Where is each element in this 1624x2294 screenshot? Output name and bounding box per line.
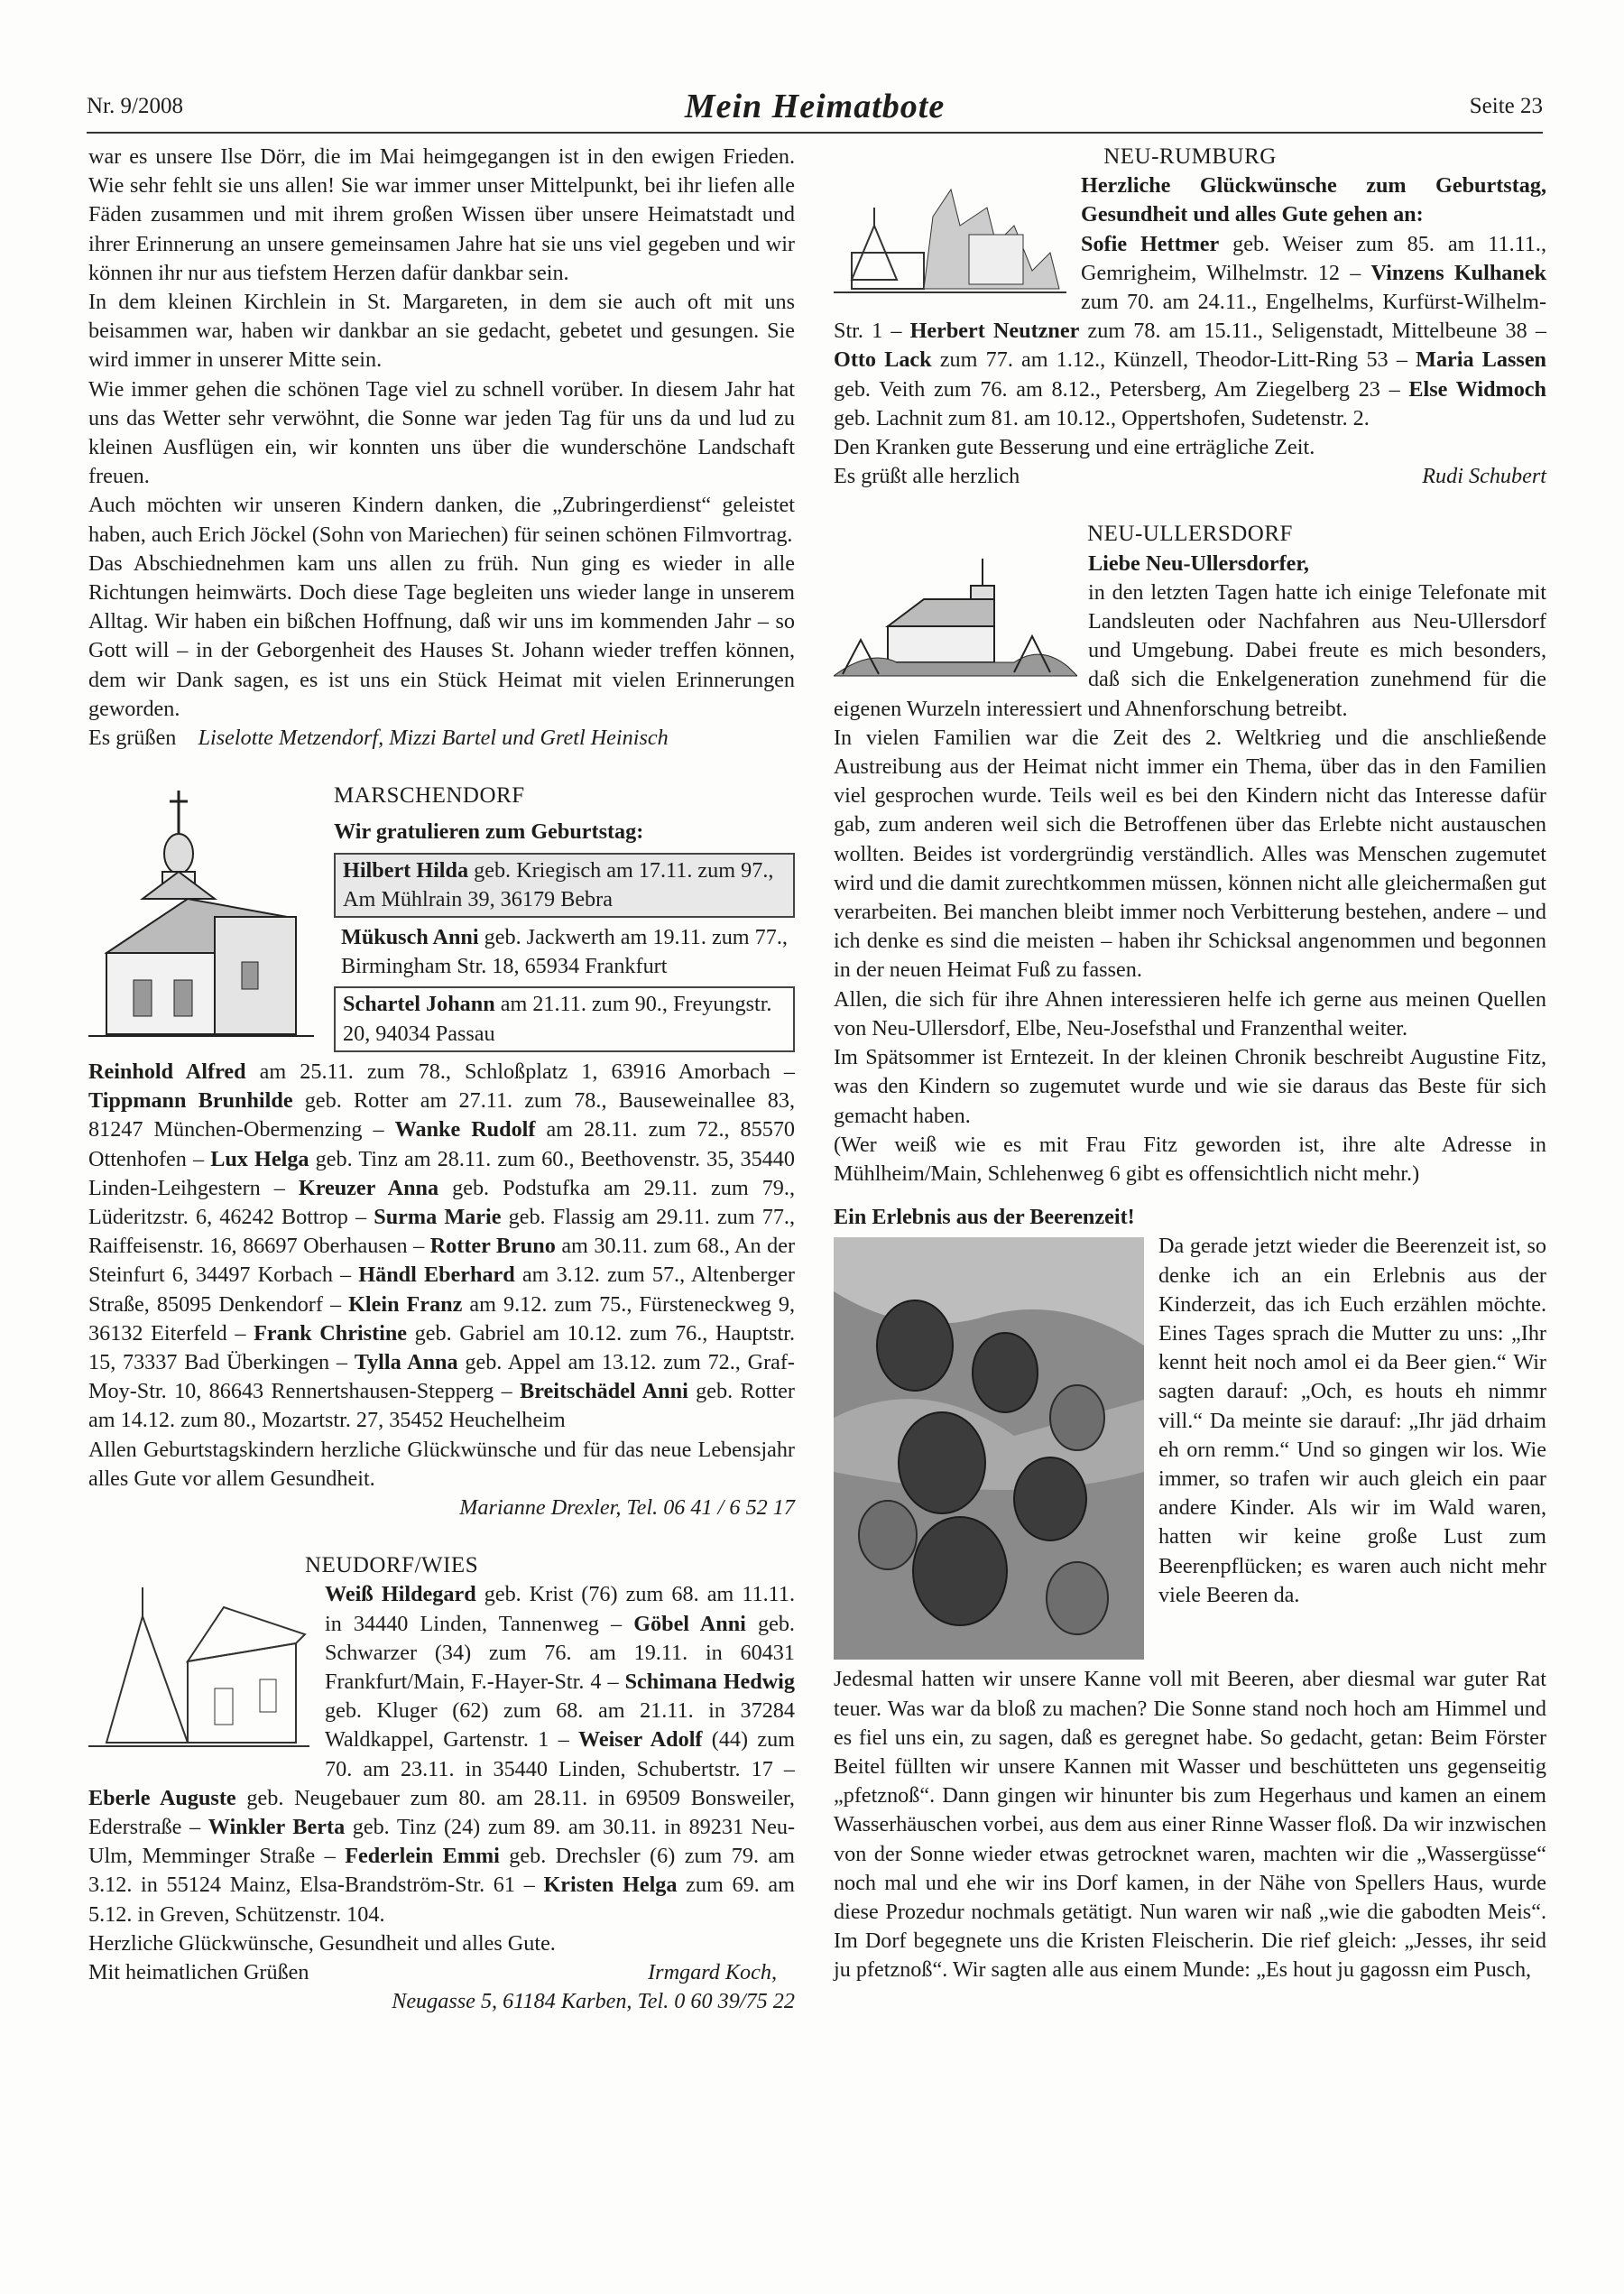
church-landscape-illustration (834, 550, 1077, 685)
ullersdorf-paragraph: in den letzten Tagen hatte ich einige Telefonate mit Landsleuten oder Nachfahren aus Neu-Ullersdorf und Umgebung. Dabei freute es mich besonders, daß sich die Enkelgeneration zunehmend für die eigenen Wurzeln interessiert und Ahnenforschung betreibt. (834, 579, 1546, 721)
neudorf-signature-address: Neugasse 5, 61184 Karben, Tel. 0 60 39/75 22 (392, 1989, 795, 2014)
church-sketch-illustration (88, 1580, 314, 1761)
neudorf-section (88, 1580, 795, 1929)
neu-ullersdorf-section (834, 550, 1546, 724)
neu-rumburg-signature: Es grüßt alle herzlich Rudi Schubert (834, 464, 1546, 489)
intro-paragraph: Wie immer gehen die schönen Tage viel zu schnell vorüber. In diesem Jahr hat uns das Wetter sehr verwöhnt, die Sonne war jeden Tag für uns da und lud zu kleinen Ausflügen ein, wir konnten uns über die wunderschöne Landschaft freuen. (88, 376, 795, 489)
marschendorf-birthday-list: Reinhold Alfred am 25.11. zum 78., Schloßplatz 1, 63916 Amorbach – Tippmann Brunhilde geb. Rotter am 27.11. zum 78., Bauseweinallee 83, 81247 München-Obermenzing – Wanke Rudolf am 28.11. zum 72., 85570 Ottenhofen – Lux Helga geb. Tinz am 28.11. zum 60., Beethovenstr. 35, 35440 Linden-Leihgestern – Kreuzer Anna geb. Podstufka am 29.11. zum 79., Lüderitzstr. 6, 46242 Bottrop – Surma Marie geb. Flassig am 29.11. zum 77., Raiffeisenstr. 16, 86697 Oberhausen – Rotter Bruno am 30.11. zum 68., An der Steinfurt 6, 34497 Korbach – Händl Eberhard am 3.12. zum 57., Altenberger Straße, 85095 Denkendorf – Klein Franz am 9.12. zum 75., Fürsteneckweg 9, 36132 Eiterfeld – Frank Christine geb. Gabriel am 10.12. zum 76., Hauptstr. 15, 73337 Bad Überkingen – Tylla Anna geb. Appel am 13.12. zum 72., Graf-Moy-Str. 10, 86643 Rennertshausen-Stepperg – Breitschädel Anni geb. Rotter am 14.12. zum 80., Mozartstr. 27, 35452 Heuchelheim (88, 1059, 796, 1433)
section-title-neu-ullersdorf: NEU-ULLERSDORF (1087, 522, 1293, 547)
right-column (834, 143, 1546, 1985)
left-column (88, 143, 795, 2016)
neu-rumburg-section (834, 171, 1546, 433)
marschendorf-section (88, 782, 795, 1058)
birthday-box: Schartel Johann am 21.11. zum 90., Freyungstr. 20, 94034 Passau (334, 986, 795, 1051)
neu-ullersdorf-greeting: Liebe Neu-Ullersdorfer, (1088, 550, 1309, 576)
story-paragraph: Da gerade jetzt wieder die Beerenzeit ist, so denke ich an ein Erlebnis aus der Kinderzeit, das ich Euch erzählen möchte. Eines Tages sprach die Mutter zu uns: „Ihr kennt heit noch amol ei da Beer gien.“ Wir sagten darauf: „Och, es houts eh nimmr vill.“ Da meinte sie darauf: „Ihr jäd drhaim eh orn remm.“ Und so gingen wir los. Wie immer, so trafen wir auch gleich ein paar andere Kinder. Als wir im Wald waren, hatten wir keine große Lust zum Beerenpflücken; es waren auch nicht mehr viele Beeren da. (1158, 1234, 1546, 1607)
neudorf-closing: Herzliche Glückwünsche, Gesundheit und alles Gute. (88, 1930, 556, 1956)
section-title-neu-rumburg: NEU-RUMBURG (1103, 144, 1277, 169)
blackberries-photo (834, 1237, 1144, 1660)
neu-rumburg-wish: Den Kranken gute Besserung und eine erträgliche Zeit. (834, 435, 1315, 460)
neu-rumburg-greeting: Herzliche Glückwünsche zum Geburtstag, Gesundheit und alles Gute gehen an: (1081, 173, 1546, 227)
section-title-neudorf: NEUDORF/WIES (305, 1553, 479, 1578)
intro-signature: Es grüßen Liselotte Metzendorf, Mizzi Bartel und Gretl Heinisch (88, 726, 669, 751)
neudorf-signature: Mit heimatlichen Grüßen Irmgard Koch, (88, 1959, 777, 1984)
ullersdorf-paragraph: (Wer weiß wie es mit Frau Fitz geworden ist, ihre alte Adresse in Mühlheim/Main, Schlehenweg 6 gibt es offensichtlich nicht mehr.) (834, 1132, 1546, 1186)
ullersdorf-paragraph: Allen, die sich für ihre Ahnen interessieren helfe ich gerne aus meinen Quellen von Neu-Ullersdorf, Elbe, Neu-Josefsthal und Franzenthal weiter. (834, 986, 1546, 1041)
marschendorf-signature: Marianne Drexler, Tel. 06 41 / 6 52 17 (459, 1494, 795, 1520)
story-paragraph: Jedesmal hatten wir unsere Kanne voll mit Beeren, aber diesmal war guter Rat teuer. Was war da bloß zu machen? Die Sonne stand noch hoch am Himmel und es fiel uns ein, zu sagen, daß es geregnet habe. So gedacht, getan: Beim Förster Beitel füllten wir unsere Kannen mit Wasser und beschütteten uns gegenseitig „pfetznoß“. Dann gingen wir hinunter bis zum Hegerhaus und kamen an einem Wasserhäuschen vorbei, aus dem aus einer Rinne Wasser floß. Da wir inzwischen von der Sonne wieder etwas getrocknet waren, machten wir die „Wassergüsse“ noch mal und ehe wir ins Dorf kamen, in der Nähe von Spellers Haus, wurde diese Prozedur nochmals getätigt. Nun waren wir naß „wie die gabodten Meis“. Im Dorf begegnete uns die Kristen Fleischerin. Die rief gleich: „Jesses, ihr seid ju pfetznoß“. Wir sagten alle aus einem Munde: „Es hout ju gagossn eim Pusch, (834, 1667, 1546, 1983)
issue-number: Nr. 9/2008 (87, 94, 183, 118)
ullersdorf-paragraph: Im Spätsommer ist Erntezeit. In der kleinen Chronik beschreibt Augustine Fitz, was den Kindern so zugemutet wurde und wie sie daraus das Beste für sich gemacht haben. (834, 1045, 1546, 1128)
page-number: Seite 23 (1469, 94, 1543, 118)
intro-paragraph: Das Abschiednehmen kam uns allen zu früh. Nun ging es wieder in alle Richtungen heimwärts. Doch diese Tage begleiten uns wieder lange in unserem Alltag. Wir haben ein bißchen Hoffnung, daß wir uns im kommenden Jahr – so Gott will – in der Geborgenheit des Hauses St. Johann wieder treffen können, dem wir Dank sagen, es ist uns ein Stück Heimat mit vielen Erinnerungen geworden. (88, 550, 795, 721)
intro-paragraph: war es unsere Ilse Dörr, die im Mai heimgegangen ist in den ewigen Frieden. Wie sehr fehlt sie uns allen! Sie war immer unser Mittelpunkt, bei ihr liefen alle Fäden zusammen und mit ihrem großen Wissen über unsere Heimatstadt und ihrer Erinnerung an unsere gemeinsamen Jahre hat sie uns viel gegeben und wir können ihr nur aus tiefstem Herzen dafür dankbar sein. (88, 144, 795, 285)
intro-paragraph: Auch möchten wir unseren Kindern danken, die „Zubringerdienst“ geleistet haben, auch Erich Jöckel (Sohn von Mariechen) für seinen schönen Filmvortrag. (88, 493, 795, 547)
neudorf-birthday-list: Weiß Hildegard geb. Krist (76) zum 68. am 11.11. in 34440 Linden, Tannenweg – Göbel Anni geb. Schwarzer (34) zum 76. am 19.11. in 60431 Frankfurt/Main, F.-Hayer-Str. 4 – Schimana Hedwig geb. Kluger (62) zum 68. am 21.11. in 37284 Waldkappel, Gartenstr. 1 – Weiser Adolf (44) zum 70. am 23.11. in 35440 Linden, Schubertstr. 17 – Eberle Auguste geb. Neugebauer zum 80. am 28.11. in 69509 Bonsweiler, Ederstraße – Winkler Berta geb. Tinz (24) zum 89. am 30.11. in 89231 Neu-Ulm, Memminger Straße – Federlein Emmi geb. Drechsler (6) zum 79. am 3.12. in 55124 Mainz, Elsa-Brandström-Str. 61 – Kristen Helga zum 69. am 5.12. in Greven, Schützenstr. 104. (88, 1582, 796, 1927)
village-church-illustration (834, 171, 1070, 307)
ullersdorf-paragraph: In vielen Familien war die Zeit des 2. Weltkrieg und die anschließende Austreibung aus der Heimat nicht immer ein Thema, über das in den Familien viel gesprochen wurde. Teils weil es bei den Kindern nicht das Interesse dafür gab, zum anderen weil sich die Betroffenen über das Erlebte nicht austauschen wollten. Beides ist vordergründig verständlich. Alles was Menschen zugemutet wird und die damit zurechtkommen müssen, können nicht alle gleichermaßen gut verarbeiten. Bei manchen bleibt immer noch Verbitterung bestehen, andere – und ich denke es sind die meisten – haben ihr Schicksal angenommen und begonnen in der neuen Heimat Fuß zu fassen. (834, 725, 1546, 983)
story-section (834, 1232, 1546, 1665)
birthday-entry: Mükusch Anni geb. Jackwerth am 19.11. zum 77., Birmingham Str. 18, 65934 Frankfurt (341, 925, 788, 979)
story-title: Ein Erlebnis aus der Beerenzeit! (834, 1205, 1135, 1230)
masthead-logo: Mein Heimatbote (684, 88, 946, 125)
marschendorf-greeting: Wir gratulieren zum Geburtstag: (334, 819, 644, 845)
neu-rumburg-birthday-list: Sofie Hettmer geb. Weiser zum 85. am 11.11., Gemrigheim, Wilhelmstr. 12 – Vinzens Kulhanek zum 70. am 24.11., Engelhelms, Kurfürst-Wilhelm-Str. 1 – Herbert Neutzner zum 78. am 15.11., Seligenstadt, Mittelbeune 38 – Otto Lack zum 77. am 1.12., Künzell, Theodor-Litt-Ring 53 – Maria Lassen geb. Veith zum 76. am 8.12., Petersberg, Am Ziegelberg 23 – Else Widmoch geb. Lachnit zum 81. am 10.12., Oppertshofen, Sudetenstr. 2. (834, 231, 1547, 430)
page-header (87, 87, 1543, 134)
chapel-illustration (88, 782, 323, 1052)
intro-paragraph: In dem kleinen Kirchlein in St. Margareten, in dem sie auch oft mit uns beisammen war, haben wir dankbar an sie gedacht, gebetet und gesungen. Sie wird immer in unserer Mitte sein. (88, 290, 795, 373)
marschendorf-closing: Allen Geburtstagskindern herzliche Glückwünsche und für das neue Lebensjahr alles Gute vor allem Gesundheit. (88, 1437, 795, 1491)
section-title-marschendorf: MARSCHENDORF (334, 783, 525, 809)
birthday-box: Hilbert Hilda geb. Kriegisch am 17.11. zum 97., Am Mühlrain 39, 36179 Bebra (334, 853, 795, 918)
